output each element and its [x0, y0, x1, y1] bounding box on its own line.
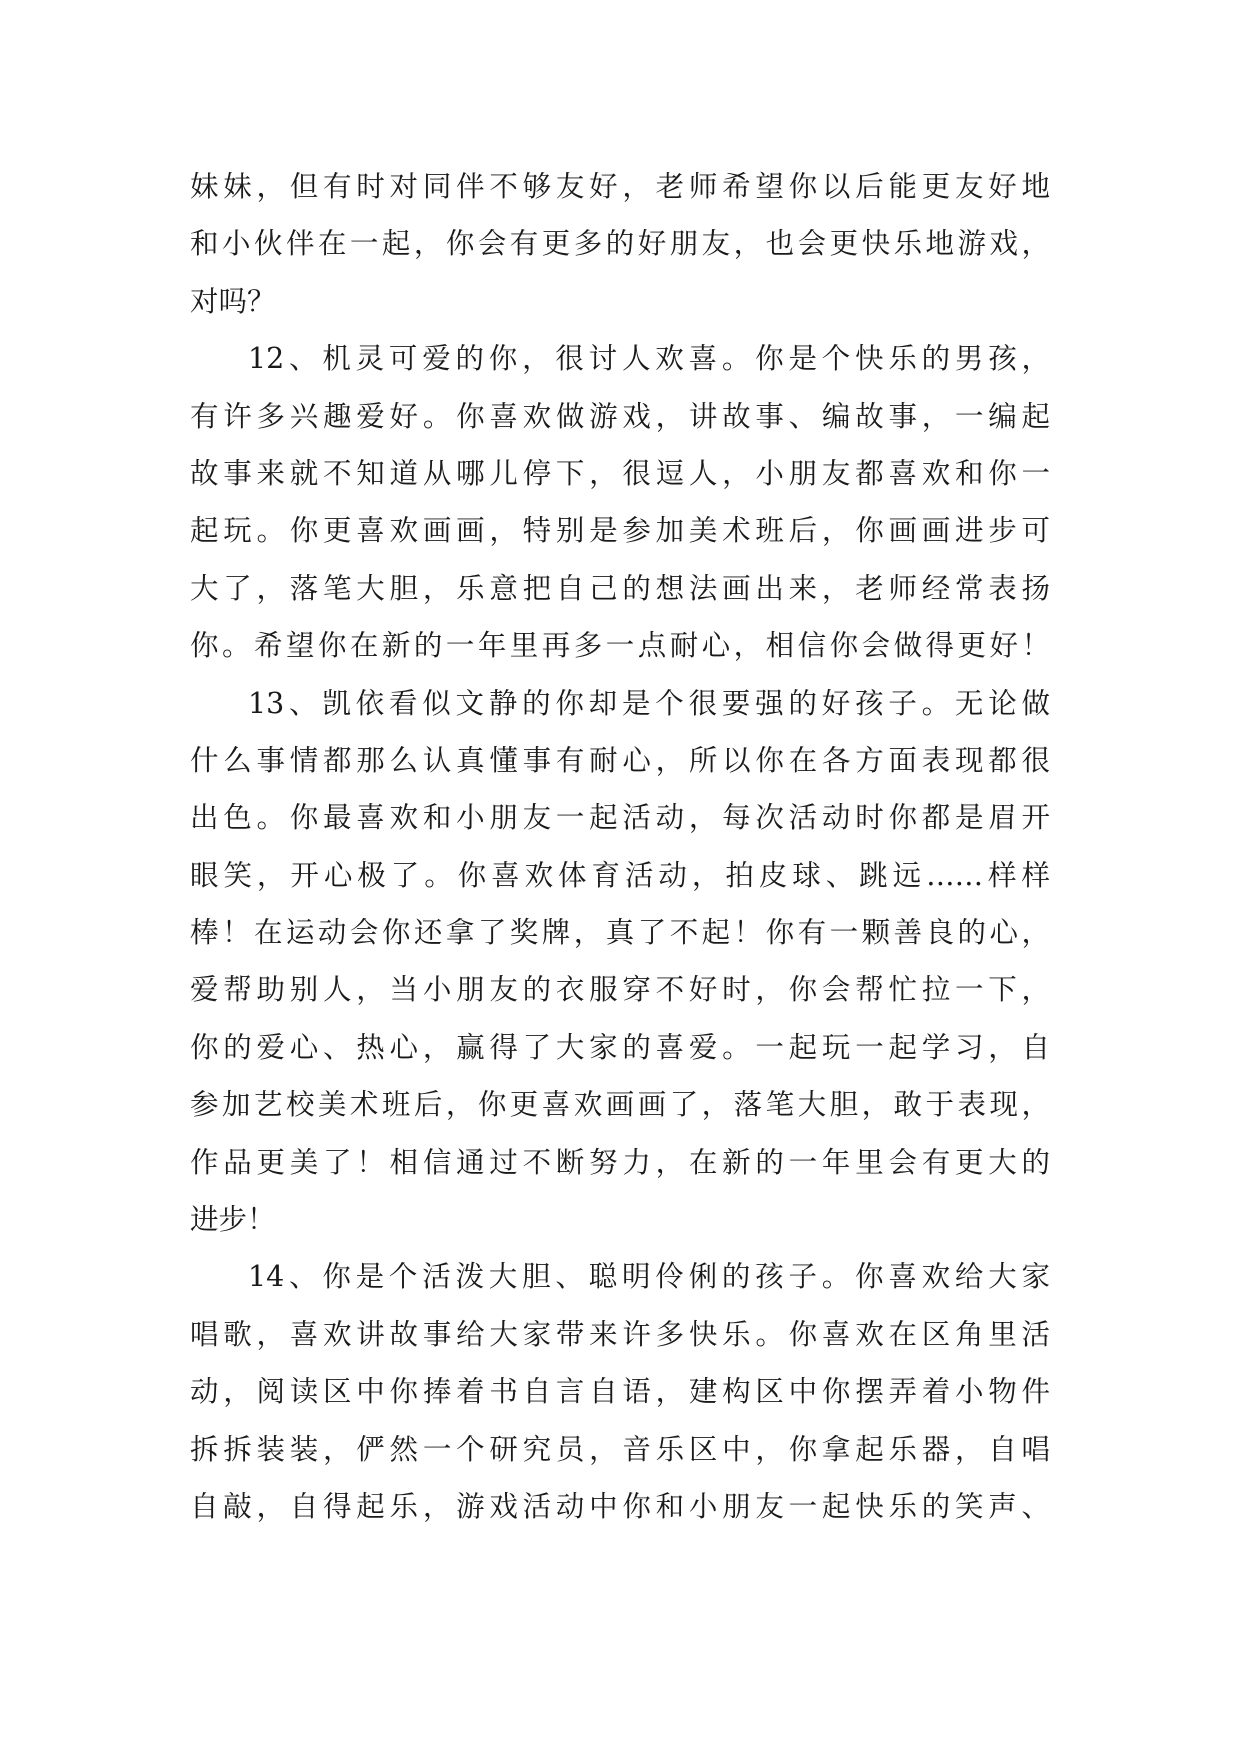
text-line: 13、凯依看似文静的你却是个很要强的好孩子。无论做: [248, 686, 1050, 720]
text-line: 什么事情都那么认真懂事有耐心，所以你在各方面表现都很: [190, 743, 1050, 777]
text-line: 唱歌，喜欢讲故事给大家带来许多快乐。你喜欢在区角里活: [190, 1317, 1050, 1351]
text-line: 大了，落笔大胆，乐意把自己的想法画出来，老师经常表扬: [190, 571, 1050, 605]
text-line: 自敲，自得起乐，游戏活动中你和小朋友一起快乐的笑声、: [190, 1489, 1050, 1523]
text-line: 出色。你最喜欢和小朋友一起活动，每次活动时你都是眉开: [190, 801, 1050, 835]
text-line: 进步！: [190, 1203, 276, 1237]
text-line: 故事来就不知道从哪儿停下，很逗人，小朋友都喜欢和你一: [190, 456, 1050, 490]
text-line: 参加艺校美术班后，你更喜欢画画了，落笔大胆，敢于表现，: [190, 1088, 1050, 1122]
text-line: 有许多兴趣爱好。你喜欢做游戏，讲故事、编故事，一编起: [190, 399, 1050, 433]
paragraph-12: [190, 330, 1050, 674]
text-line: 拆拆装装，俨然一个研究员，音乐区中，你拿起乐器，自唱: [190, 1432, 1050, 1466]
text-line: 对吗？: [190, 284, 276, 318]
text-line: 棒！在运动会你还拿了奖牌，真了不起！你有一颗善良的心，: [190, 916, 1050, 950]
text-line: 动，阅读区中你捧着书自言自语，建构区中你摆弄着小物件: [190, 1375, 1050, 1409]
text-line: 作品更美了！相信通过不断努力，在新的一年里会有更大的: [190, 1145, 1050, 1179]
text-line: 14、你是个活泼大胆、聪明伶俐的孩子。你喜欢给大家: [248, 1260, 1050, 1294]
text-line: 你的爱心、热心，赢得了大家的喜爱。一起玩一起学习，自: [190, 1030, 1050, 1064]
text-line: 爱帮助别人，当小朋友的衣服穿不好时，你会帮忙拉一下，: [190, 973, 1050, 1007]
text-line: 眼笑，开心极了。你喜欢体育活动，拍皮球、跳远……样样: [190, 858, 1050, 892]
paragraph-11-continued: [190, 158, 1050, 330]
text-line: 起玩。你更喜欢画画，特别是参加美术班后，你画画进步可: [190, 514, 1050, 548]
text-line: 你。希望你在新的一年里再多一点耐心，相信你会做得更好！: [190, 629, 1050, 663]
paragraph-13: [190, 675, 1050, 1249]
text-line: 12、机灵可爱的你，很讨人欢喜。你是个快乐的男孩，: [248, 342, 1050, 376]
paragraph-14: [190, 1248, 1050, 1535]
text-line: 妹妹，但有时对同伴不够友好，老师希望你以后能更友好地: [190, 170, 1050, 203]
document-body: [190, 158, 1050, 1535]
text-line: 和小伙伴在一起，你会有更多的好朋友，也会更快乐地游戏，: [190, 227, 1050, 261]
